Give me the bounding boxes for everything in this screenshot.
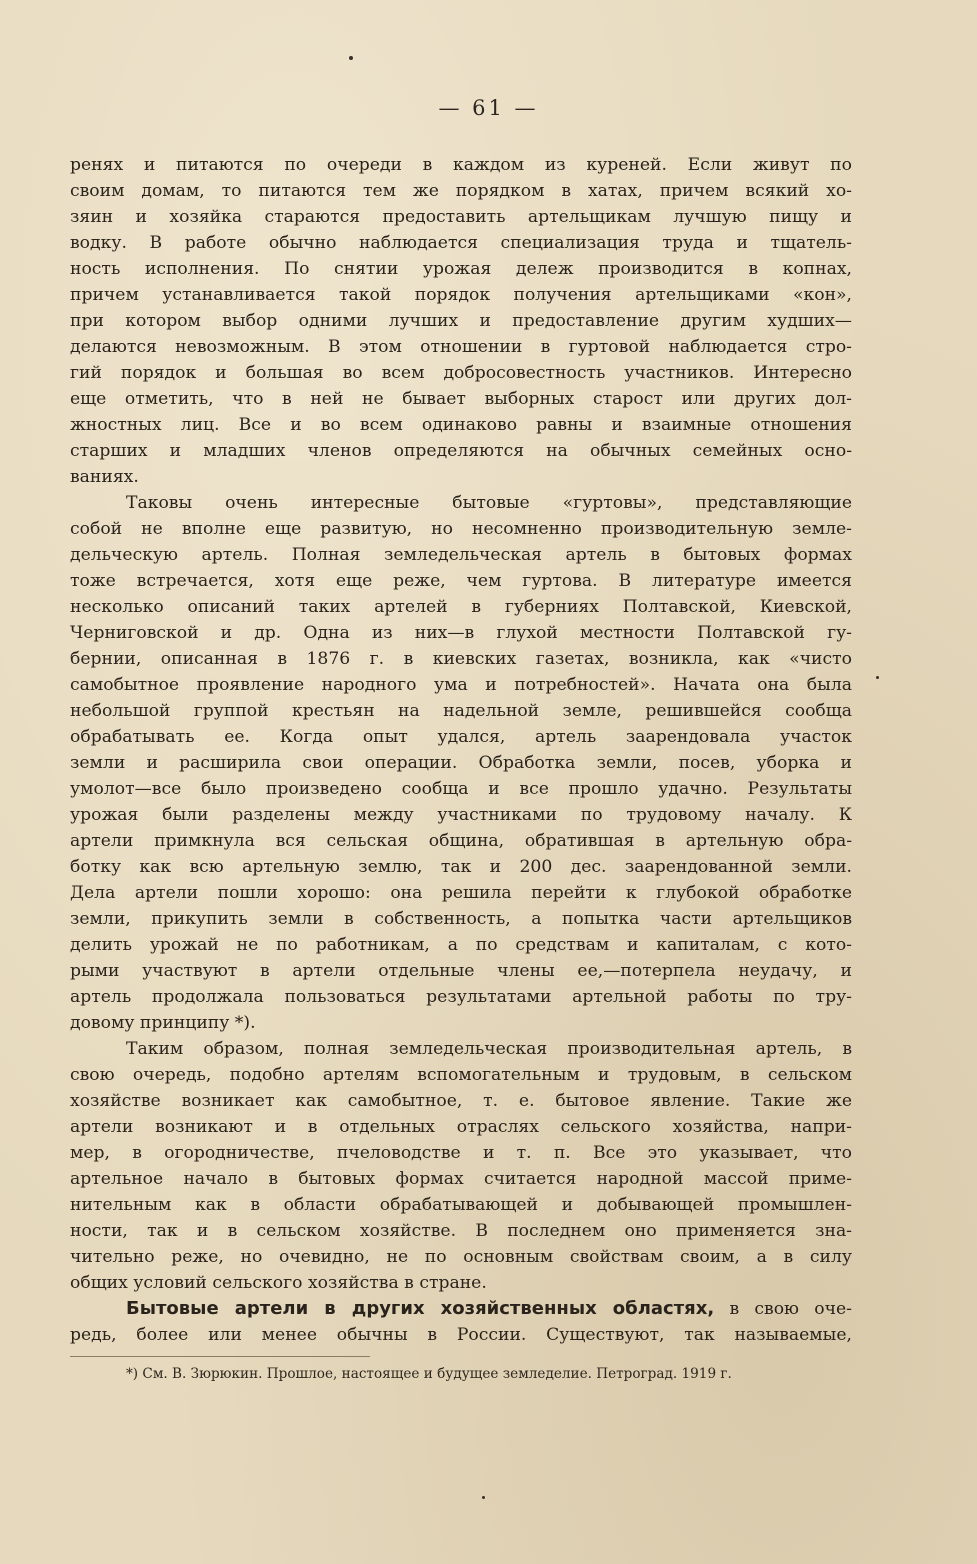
text-line: артельное начало в бытовых формах считается народной массой приме- <box>70 1169 852 1189</box>
text-line: обрабатывать ее. Когда опыт удался, артель заарендовала участок <box>70 727 852 747</box>
page-number: — 61 — <box>438 96 539 120</box>
body-text <box>70 152 852 1348</box>
text-line: при котором выбор одними лучших и предоставление другим худших— <box>70 311 852 331</box>
text-line: земли и расширила свои операции. Обработка земли, посев, уборка и <box>70 753 852 773</box>
text-line: общих условий сельского хозяйства в стране. <box>70 1273 487 1293</box>
text-line: Дела артели пошли хорошо: она решила перейти к глубокой обработке <box>70 883 852 903</box>
text-line: гий порядок и большая во всем добросовестность участников. Интересно <box>70 363 852 383</box>
text-line: своим домам, то питаются тем же порядком в хатах, причем всякий хо- <box>70 181 852 201</box>
text-line: нительным как в области обрабатывающей и добывающей промышлен- <box>70 1195 852 1215</box>
text-line: самобытное проявление народного ума и потребностей». Начата она была <box>70 675 852 695</box>
text-line: ботку как всю артельную землю, так и 200 дес. заарендованной земли. <box>70 857 852 877</box>
paragraph-summary <box>70 1036 852 1296</box>
text-run: в свою оче- <box>714 1299 852 1319</box>
text-line: редь, более или менее обычны в России. Существуют, так называемые, <box>70 1325 852 1345</box>
text-line: дельческую артель. Полная земледельческая артель в бытовых формах <box>70 545 852 565</box>
text-line <box>70 1296 852 1322</box>
text-line: старших и младших членов определяются на обычных семейных осно- <box>70 441 852 461</box>
text-line: чительно реже, но очевидно, не по основным свойствам своим, а в силу <box>70 1247 852 1267</box>
text-line: жностных лиц. Все и во всем одинаково равны и взаимные отношения <box>70 415 852 435</box>
text-line: ность исполнения. По снятии урожая дележ производится в копнах, <box>70 259 852 279</box>
text-line: делаются невозможным. В этом отношении в гуртовой наблюдается стро- <box>70 337 852 357</box>
text-line: Таковы очень интересные бытовые «гуртовы», представляющие <box>126 493 852 513</box>
text-line: собой не вполне еще развитую, но несомненно производительную земле- <box>70 519 852 539</box>
text-line: артели возникают и в отдельных отраслях сельского хозяйства, напри- <box>70 1117 852 1137</box>
section-run-in-heading: Бытовые артели в других хозяйственных областях, <box>126 1298 715 1319</box>
text-line: тоже встречается, хотя еще реже, чем гуртова. В литературе имеется <box>70 571 852 591</box>
text-line: свою очередь, подобно артелям вспомогательным и трудовым, в сельском <box>70 1065 852 1085</box>
paper-speck <box>876 676 879 679</box>
text-line: ности, так и в сельском хозяйстве. В последнем оно применяется зна- <box>70 1221 852 1241</box>
text-line: делить урожай не по работникам, а по средствам и капиталам, с кото- <box>70 935 852 955</box>
text-line: причем устанавливается такой порядок получения артельщиками «кон», <box>70 285 852 305</box>
text-line: урожая были разделены между участниками по трудовому началу. К <box>70 805 852 825</box>
text-line: ренях и питаются по очереди в каждом из куреней. Если живут по <box>70 155 852 175</box>
footnote: *) См. В. Зюрюкин. Прошлое, настоящее и будущее земледелие. Петроград. 1919 г. <box>126 1366 732 1382</box>
text-line: Таким образом, полная земледельческая производительная артель, в <box>126 1039 852 1059</box>
text-line: мер, в огородничестве, пчеловодстве и т. п. Все это указывает, что <box>70 1143 852 1163</box>
text-line: Черниговской и др. Одна из них—в глухой местности Полтавской гу- <box>70 623 852 643</box>
footnote-divider <box>70 1356 370 1357</box>
paragraph-full-artel <box>70 490 852 1036</box>
text-line: несколько описаний таких артелей в губерниях Полтавской, Киевской, <box>70 597 852 617</box>
paragraph-gurtova-description <box>70 152 852 490</box>
text-line: небольшой группой крестьян на надельной земле, решившейся сообща <box>70 701 852 721</box>
text-line: артель продолжала пользоваться результатами артельной работы по тру- <box>70 987 852 1007</box>
text-line: земли, прикупить земли в собственность, а попытка части артельщиков <box>70 909 852 929</box>
text-line: рыми участвуют в артели отдельные члены ее,—потерпела неудачу, и <box>70 961 852 981</box>
text-line: ваниях. <box>70 467 139 487</box>
text-line: довому принципу *). <box>70 1013 256 1033</box>
text-line: умолот—все было произведено сообща и все прошло удачно. Результаты <box>70 779 852 799</box>
paragraph-other-artels <box>70 1296 852 1348</box>
paper-speck <box>482 1496 485 1499</box>
text-line: хозяйстве возникает как самобытное, т. е. бытовое явление. Такие же <box>70 1091 852 1111</box>
text-line: зяин и хозяйка стараются предоставить артельщикам лучшую пищу и <box>70 207 852 227</box>
text-line: артели примкнула вся сельская община, обратившая в артельную обра- <box>70 831 852 851</box>
text-line: бернии, описанная в 1876 г. в киевских газетах, возникла, как «чисто <box>70 649 852 669</box>
text-line: еще отметить, что в ней не бывает выборных старост или других дол- <box>70 389 852 409</box>
text-line: водку. В работе обычно наблюдается специализация труда и тщатель- <box>70 233 852 253</box>
paper-speck <box>349 56 353 60</box>
